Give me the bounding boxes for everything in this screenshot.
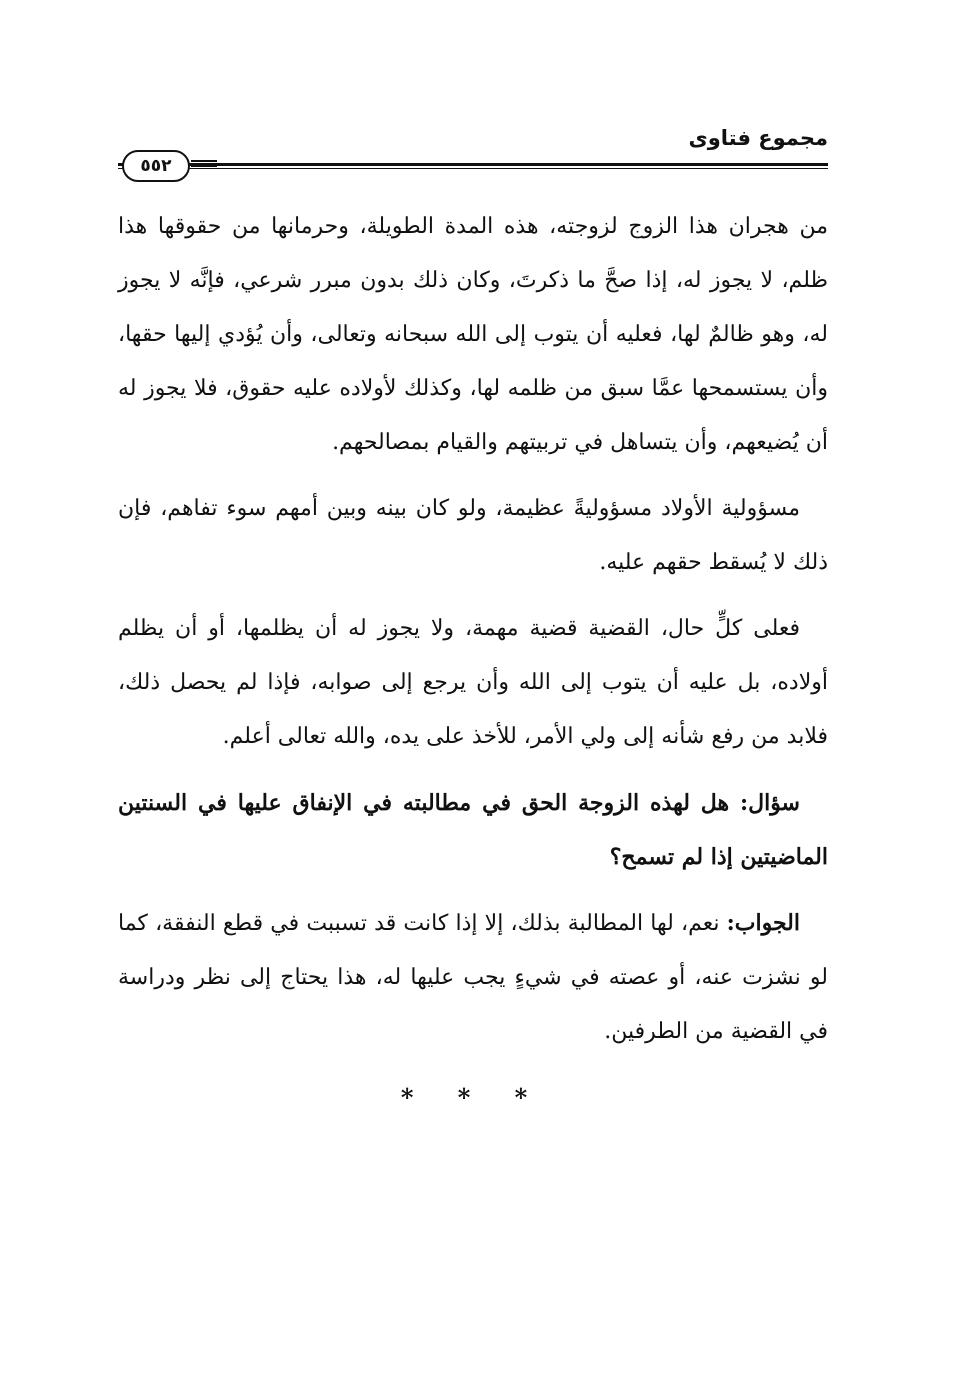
paragraph-3: فعلى كلٍّ حال، القضية قضية مهمة، ولا يجوز له أن يظلمها، أو أن يظلم أولاده، بل عليه أن يتوب إلى الله وأن يرجع إلى صوابه، فإذا لم يحصل ذلك، فلابد من رفع شأنه إلى ولي الأمر، للأخذ على يده، والله تعالى أعلم. [118,616,828,749]
paragraph-1: من هجران هذا الزوج لزوجته، هذه المدة الطويلة، وحرمانها من حقوقها هذا ظلم، لا يجوز له، إذا صحَّ ما ذكرتَ، وكان ذلك بدون مبرر شرعي، فإنَّه لا يجوز له، وهو ظالمٌ لها، فعليه أن يتوب إلى الله سبحانه وتعالى، وأن يُؤدي إليها حقها، وأن يستسمحها عمَّا سبق من ظلمه لها، وكذلك لأولاده عليه حقوق، فلا يجوز له أن يُضيعهم، وأن يتساهل في تربيتهم والقيام بمصالحهم. [118,214,828,455]
answer [118,896,828,1059]
answer-label: الجواب: [726,910,800,936]
page-number: ٥٥٢ [122,150,190,182]
page-header [118,120,828,180]
page-number-ornament [191,160,217,170]
page-body [118,200,828,1125]
header-rule-thin [118,168,828,169]
paragraph-2: مسؤولية الأولاد مسؤوليةً عظيمة، ولو كان بينه وبين أمهم سوء تفاهم، فإن ذلك لا يُسقط حقهم عليه. [118,496,828,575]
section-separator: * * * [400,1083,546,1112]
header-rule-thick [118,163,828,166]
book-title: مجموع فتاوى [688,126,828,150]
answer-text: نعم، لها المطالبة بذلك، إلا إذا كانت قد تسببت في قطع النفقة، كما لو نشزت عنه، أو عصته في شيءٍ يجب عليها له، هذا يحتاج إلى نظر ودراسة في القضية من الطرفين. [118,911,828,1044]
question: سؤال: هل لهذه الزوجة الحق في مطالبته في الإنفاق عليها في السنتين الماضيتين إذا لم تسمح؟ [118,790,828,870]
